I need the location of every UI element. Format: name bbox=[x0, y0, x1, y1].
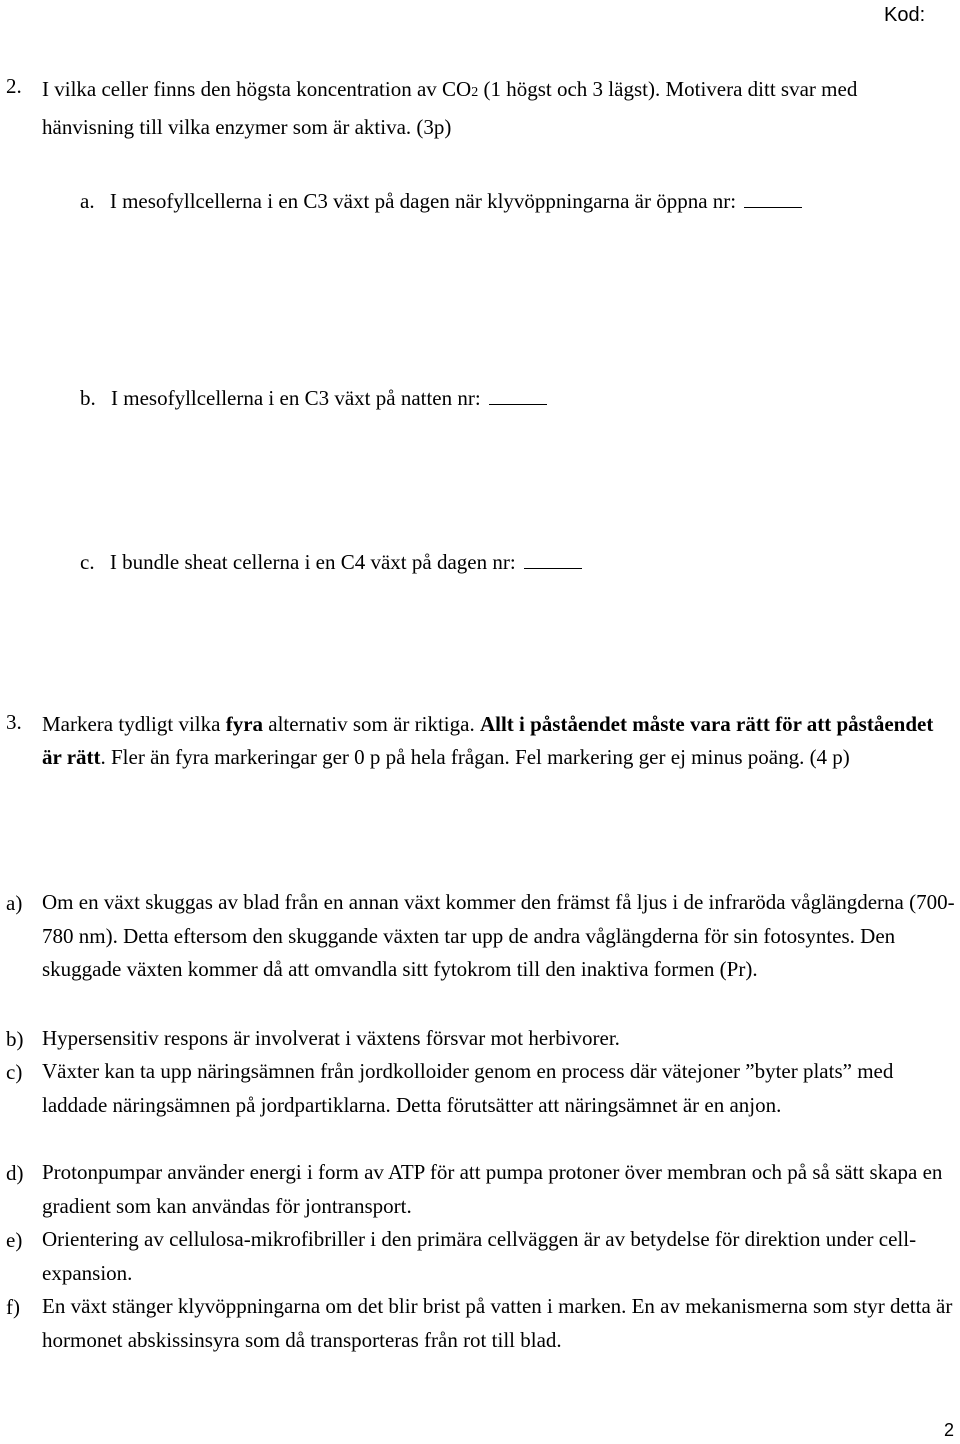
part-c-text: I bundle sheat cellerna i en C4 växt på dagen nr: bbox=[109, 550, 516, 574]
option-c-letter[interactable]: c) bbox=[6, 1060, 23, 1084]
question-2-part-c bbox=[80, 546, 880, 579]
option-b-text: Hypersensitiv respons är involverat i växtens försvar mot herbivorer. bbox=[42, 1026, 620, 1050]
option-f-text: En växt stänger klyvöppningarna om det blir brist på vatten i marken. En av mekanismerna som styr detta är hormonet abskissinsyra som då transporteras från rot till blad. bbox=[42, 1294, 953, 1352]
question-2-part-a bbox=[80, 184, 840, 219]
part-b-letter: b. bbox=[80, 386, 96, 410]
instr-part-5: . Fler än fyra markeringar ger 0 p på hela frågan. Fel markering ger ej minus poäng. (4 p) bbox=[100, 745, 850, 769]
part-a-text: I mesofyllcellerna i en C3 växt på dagen när klyvöppningarna är öppna nr: bbox=[109, 189, 737, 213]
co2-subscript: 2 bbox=[471, 85, 479, 100]
option-e-text: Orientering av cellulosa-mikrofibriller i den primära cellväggen är av betydelse för direktion under cell-expansion. bbox=[42, 1227, 917, 1285]
option-d-text: Protonpumpar använder energi i form av ATP för att pumpa protoner över membran och på så sätt skapa en gradient som kan användas för jontransport. bbox=[42, 1160, 943, 1218]
question-2-text bbox=[42, 72, 942, 145]
question-2-text-a: I vilka celler finns den högsta koncentration av CO bbox=[42, 77, 472, 101]
question-3-number: 3. bbox=[6, 710, 22, 734]
part-a-letter: a. bbox=[80, 189, 95, 213]
option-b-letter[interactable]: b) bbox=[6, 1027, 24, 1051]
answer-blank-b[interactable] bbox=[489, 390, 547, 405]
question-3-instructions bbox=[42, 708, 957, 774]
question-2-number: 2. bbox=[6, 74, 22, 98]
part-b-text: I mesofyllcellerna i en C3 växt på natten nr: bbox=[111, 386, 481, 410]
instr-part-1: Markera tydligt vilka bbox=[42, 712, 226, 736]
page-number: 2 bbox=[944, 1420, 955, 1440]
question-2-part-b bbox=[80, 382, 880, 415]
option-e-letter[interactable]: e) bbox=[6, 1228, 23, 1252]
header-code-label: Kod: bbox=[884, 4, 926, 26]
option-a-letter[interactable]: a) bbox=[6, 891, 23, 915]
option-c-text: Växter kan ta upp näringsämnen från jordkolloider genom en process där vätejoner ”byter plats” med laddade näringsämnen på jordpartiklarna. Detta förutsätter att näringsämnet är en anjon. bbox=[42, 1059, 894, 1117]
option-a-text: Om en växt skuggas av blad från en annan växt kommer den främst få ljus i de infraröda våglängderna (700-780 nm). Detta eftersom den skuggande växten tar upp de andra våglängderna för sin fotosyntes. Den skuggade växten kommer då att omvandla sitt fytokrom till den inaktiva formen (Pr). bbox=[42, 890, 955, 981]
instr-bold-rule: Allt i påståendet måste vara rätt för att påståendet är rätt bbox=[42, 712, 934, 769]
instr-bold-fyra: fyra bbox=[225, 712, 264, 736]
instr-part-3: alternativ som är riktiga. bbox=[263, 712, 480, 736]
answer-blank-c[interactable] bbox=[524, 554, 582, 569]
part-c-letter: c. bbox=[80, 550, 95, 574]
option-d-letter[interactable]: d) bbox=[6, 1161, 24, 1185]
answer-blank-a[interactable] bbox=[744, 193, 802, 208]
question-2-text-b: (1 högst och 3 lägst). Motivera ditt svar med hänvisning till vilka enzymer som är aktiva. (3p) bbox=[42, 77, 858, 139]
option-f-letter[interactable]: f) bbox=[6, 1295, 20, 1319]
